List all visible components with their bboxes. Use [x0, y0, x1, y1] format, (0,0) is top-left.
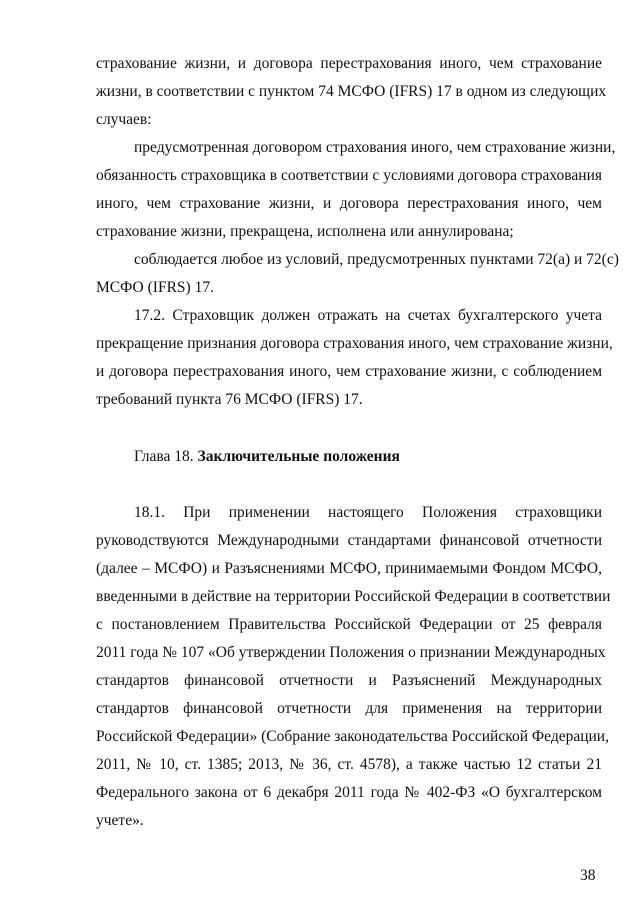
text-line: введенными в действие на территории Российской Федерации в соответствии	[96, 588, 611, 605]
text-line: 17.2. Страховщик должен отражать на счетах бухгалтерского учета	[134, 307, 602, 324]
text-line: требований пункта 76 МСФО (IFRS) 17.	[96, 391, 363, 408]
text-line: стандартов финансовой отчетности для применения на территории	[96, 700, 602, 717]
text-line: МСФО (IFRS) 17.	[96, 279, 214, 296]
text-line: (далее – МСФО) и Разъяснениями МСФО, принимаемыми Фондом МСФО,	[96, 560, 602, 577]
text-line: случаев:	[96, 111, 152, 128]
text-line: иного, чем страхование жизни, и договора перестрахования иного, чем	[96, 195, 602, 212]
spacer	[96, 414, 602, 443]
text-line: обязанность страховщика в соответствии с условиями договора страхования	[96, 167, 602, 184]
text-line: 2011 года № 107 «Об утверждении Положения о признании Международных	[96, 644, 606, 661]
paragraph	[96, 246, 619, 302]
page-number: 38	[580, 867, 596, 884]
paragraph	[96, 50, 607, 134]
text-line: предусмотренная договором страхования иного, чем страхование жизни,	[134, 139, 616, 156]
text-line: соблюдается любое из условий, предусмотренных пунктами 72(a) и 72(c)	[134, 251, 619, 268]
document-page	[96, 50, 619, 835]
text-line: с постановлением Правительства Российской Федерации от 25 февраля	[96, 616, 602, 633]
paragraph	[96, 134, 616, 246]
chapter-heading-prefix: Глава 18.	[134, 448, 198, 465]
text-line: Российской Федерации» (Собрание законодательства Российской Федерации,	[96, 728, 609, 745]
text-line: прекращение признания договора страхования иного, чем страхование жизни,	[96, 335, 613, 352]
text-line: жизни, в соответствии с пунктом 74 МСФО (IFRS) 17 в одном из следующих	[96, 83, 607, 100]
paragraph	[96, 499, 611, 835]
chapter-heading-title: Заключительные положения	[197, 448, 400, 465]
text-line: учете».	[96, 812, 144, 829]
text-line: 2011, № 10, ст. 1385; 2013, № 36, ст. 4578), а также частью 12 статьи 21	[96, 756, 602, 773]
text-line: Федерального закона от 6 декабря 2011 года № 402-ФЗ «О бухгалтерском	[96, 784, 602, 801]
text-line: 18.1. При применении настоящего Положения страховщики	[134, 504, 602, 521]
text-line: руководствуются Международными стандартами финансовой отчетности	[96, 532, 602, 549]
paragraph	[96, 302, 613, 414]
text-line: стандартов финансовой отчетности и Разъяснений Международных	[96, 672, 602, 689]
spacer	[96, 471, 602, 499]
text-line: страхование жизни, и договора перестрахования иного, чем страхование	[96, 55, 602, 72]
text-line: страхование жизни, прекращена, исполнена или аннулирована;	[96, 223, 514, 240]
chapter-heading	[96, 443, 602, 471]
text-line: и договора перестрахования иного, чем страхование жизни, с соблюдением	[96, 363, 602, 380]
